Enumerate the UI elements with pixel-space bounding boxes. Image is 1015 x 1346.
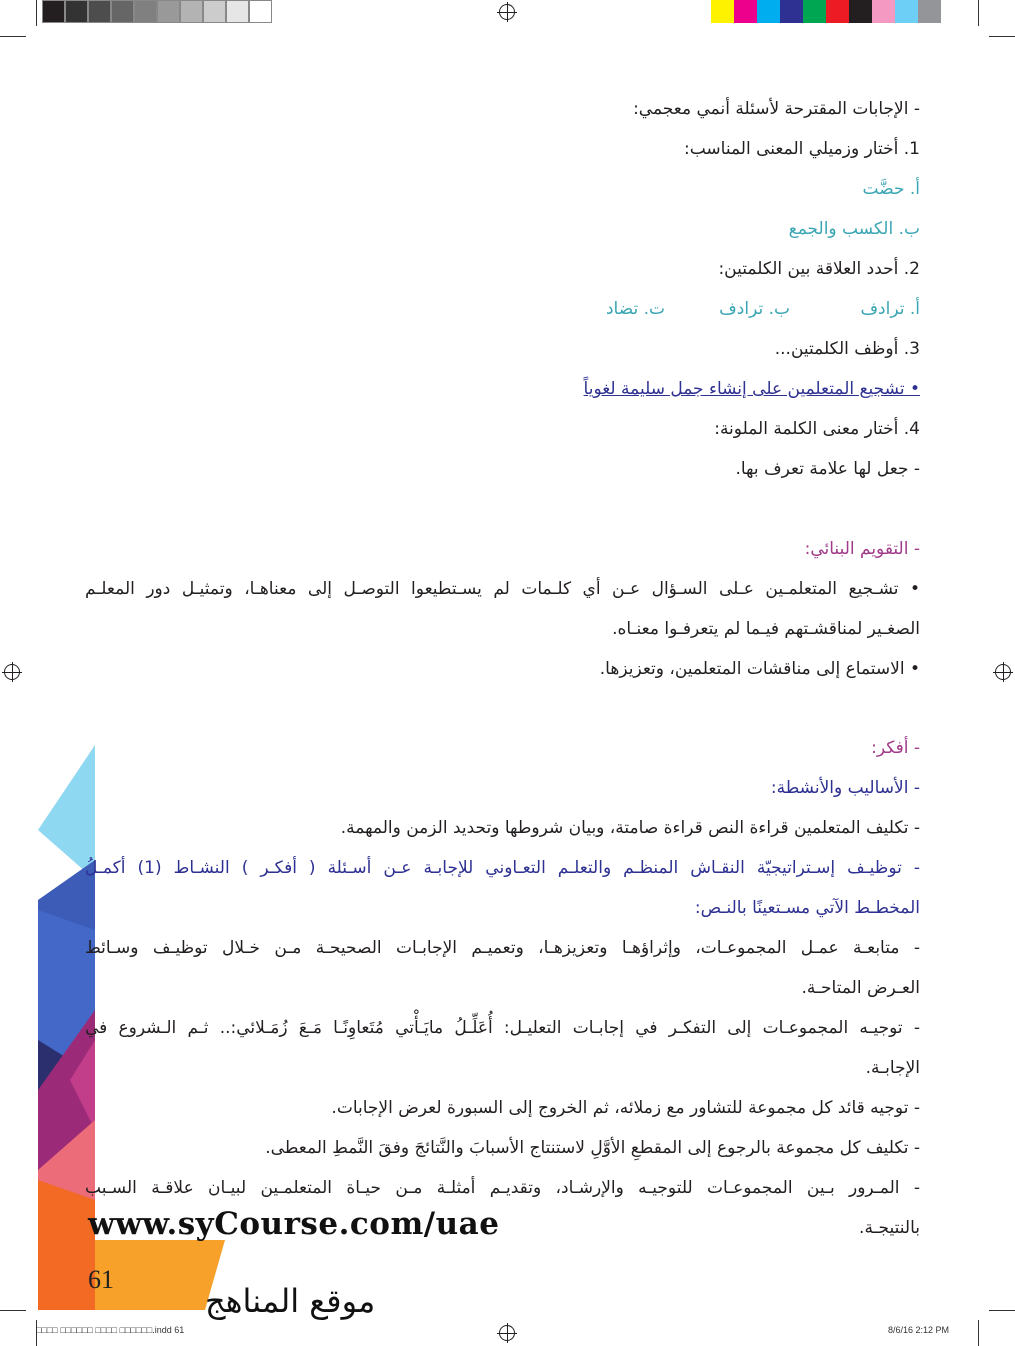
color-swatch-6: [849, 0, 872, 23]
method-5: - توجيه قائد كل مجموعة للتشاور مع زملائه، ثم الخروج إلى السبورة لعرض الإجابات.: [331, 1098, 920, 1118]
gray-swatch-8: [226, 0, 249, 23]
footer-date: 8/6/16 2:12 PM: [888, 1325, 950, 1335]
answer-2a: أ. ترادف: [860, 299, 920, 319]
methods-title: - الأساليب والأنشطة:: [770, 778, 920, 798]
answer-1b: ب. الكسب والجمع: [788, 219, 920, 239]
method-7-line-1: - المـرور بـين المجموعـات للتوجيـه والإرشـاد، وتقديـم أمثلـة مـن حيـاة المتعلمـين لبيـان علاقـة السـبب: [85, 1178, 920, 1198]
color-swatch-8: [895, 0, 918, 23]
answer-4: - جعل لها علامة تعرف بها.: [735, 459, 920, 479]
site-name-logo: موقع المناهج: [205, 1282, 376, 1320]
formative-assessment-title: - التقويم البنائي:: [804, 539, 920, 559]
method-3-line-1: - متابعـة عمـل المجموعـات، وإثراؤهـا وتعزيزهـا، وتعميـم الإجابـات الصحيحـة مـن خـلال توظيـف وسـائط: [85, 938, 920, 958]
method-7-line-2: بالنتيجـة.: [859, 1218, 920, 1238]
page-number: 61: [88, 1265, 114, 1294]
method-2-line-1: - توظيـف إسـتراتيجيّة النقـاش المنظـم والتعلـم التعـاوني للإجابـة عـن أسـئلة ( أفكـر ) النشـاط (1) أكمـلُ: [85, 858, 920, 878]
footer-file-name: □□□□ □□□□□□ □□□□ □□□□□□.indd 61: [36, 1325, 185, 1335]
method-1: - تكليف المتعلمين قراءة النص قراءة صامتة، وبيان شروطها وتحديد الزمن والمهمة.: [340, 818, 920, 838]
answer-2c: ت. تضاد: [605, 299, 665, 319]
answers-title: - الإجابات المقترحة لأسئلة أنمي معجمي:: [633, 99, 920, 119]
method-4-line-2: الإجابـة.: [865, 1058, 920, 1078]
trim-mark: [989, 1310, 1015, 1311]
website-watermark[interactable]: www.syCourse.com/uae: [88, 1206, 500, 1242]
answer-1a: أ. حضَّت: [862, 179, 920, 199]
question-4: 4. أختار معنى الكلمة الملونة:: [714, 419, 920, 439]
registration-mark-top: [499, 4, 515, 20]
color-swatch-1: [734, 0, 757, 23]
method-6: - تكليف كل مجموعة بالرجوع إلى المقطعِ الأوَّلِ لاستنتاج الأسبابَ والنَّتائجَ وفقَ النَّمطِ المعطى.: [265, 1138, 920, 1158]
method-3-line-2: العـرض المتاحـة.: [801, 978, 920, 998]
answer-3-bullet: • تشجيع المتعلمين على إنشاء جمل سليمة لغوياً: [583, 379, 920, 399]
color-swatch-4: [803, 0, 826, 23]
registration-mark-right: [995, 664, 1011, 680]
gray-swatch-9: [249, 0, 272, 23]
formative-paragraph-1-line-1: • تشـجيع المتعلمـين عـلى السـؤال عـن أي كلـمات لم يسـتطيعوا التوصـل إلى معناهـا، وتمثيـل دور المعلـم: [85, 579, 920, 599]
method-4-line-1: - توجيـه المجموعـات إلى التفكـر في إجابـات التعليـل: أُعَلِّـلُ مايَـأْتي مُتَعاوِنًـا مَـعَ زُمَـلائي:.. ثـم الـشروع في: [85, 1018, 920, 1038]
color-swatch-7: [872, 0, 895, 23]
color-swatch-9: [918, 0, 941, 23]
formative-paragraph-1-line-2: الصغـير لمناقشـتهم فيـما لم يتعرفـوا معنـاه.: [612, 619, 920, 639]
trim-mark: [978, 0, 979, 26]
question-1: 1. أختار وزميلي المعنى المناسب:: [684, 139, 920, 159]
trim-mark: [978, 1320, 979, 1346]
color-swatch-2: [757, 0, 780, 23]
color-swatch-0: [711, 0, 734, 23]
method-2-line-2: المخطـط الآتي مسـتعينًا بالنـص:: [694, 898, 920, 918]
question-2: 2. أحدد العلاقة بين الكلمتين:: [718, 259, 920, 279]
color-calibration-bar: [711, 0, 941, 23]
decorative-geometric-shapes: [0, 0, 225, 1346]
formative-paragraph-2: • الاستماع إلى مناقشات المتعلمين، وتعزيزها.: [599, 659, 920, 679]
registration-mark-bottom: [499, 1325, 515, 1341]
think-title: - أفكر:: [871, 738, 920, 758]
color-swatch-5: [826, 0, 849, 23]
color-swatch-3: [780, 0, 803, 23]
answer-2b: ب. ترادف: [719, 299, 790, 319]
question-3: 3. أوظف الكلمتين...: [774, 339, 920, 359]
trim-mark: [989, 36, 1015, 37]
